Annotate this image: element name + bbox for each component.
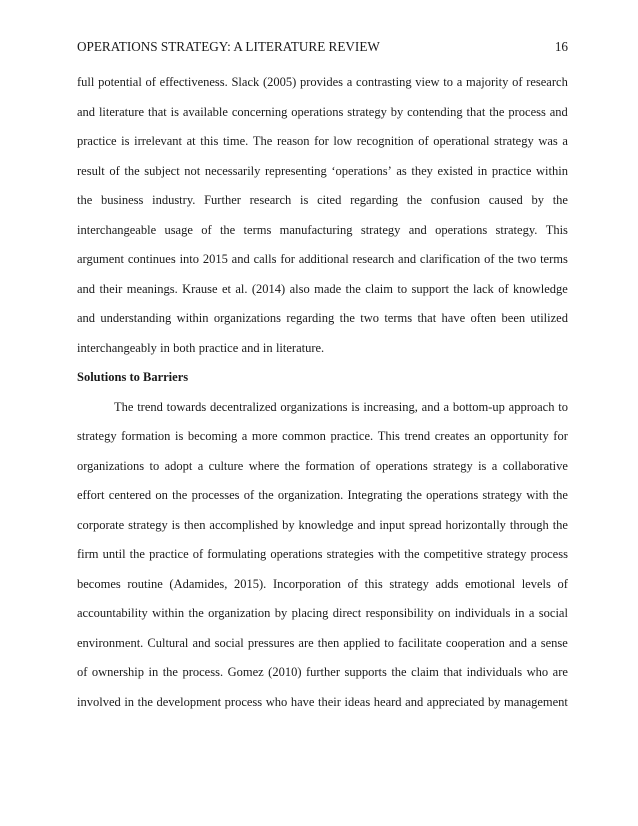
running-head — [77, 38, 568, 56]
text-line: of ownership in the process. Gomez (2010) further supports the claim that individuals who are — [77, 665, 568, 679]
text-line: strategy formation is becoming a more common practice. This trend creates an opportunity for — [77, 429, 568, 443]
text-line: The trend towards decentralized organizations is increasing, and a bottom-up approach to — [114, 399, 568, 414]
text-line: corporate strategy is then accomplished by knowledge and input spread horizontally through the — [77, 517, 568, 532]
text-line: and their meanings. Krause et al. (2014) also made the claim to support the lack of knowledge — [77, 281, 568, 296]
text-line: interchangeably in both practice and in literature. — [77, 340, 325, 355]
text-line: involved in the development process who have their ideas heard and appreciated by management — [77, 694, 568, 709]
text-line: and understanding within organizations regarding the two terms that have often been utilized — [77, 311, 568, 325]
text-line: accountability within the organization by placing direct responsibility on individuals in a social — [77, 606, 568, 620]
section-heading: Solutions to Barriers — [77, 370, 189, 384]
text-line: becomes routine (Adamides, 2015). Incorporation of this strategy adds emotional levels of — [77, 576, 568, 591]
text-line: environment. Cultural and social pressures are then applied to facilitate cooperation and a sense — [77, 635, 568, 650]
text-line: the business industry. Further research is cited regarding the confusion caused by the — [77, 193, 568, 207]
text-line: practice is irrelevant at this time. The reason for low recognition of operational strategy was a — [77, 134, 568, 148]
text-line: result of the subject not necessarily representing ‘operations’ as they existed in practice within — [77, 163, 568, 178]
text-line: and literature that is available concerning operations strategy by contending that the process and — [77, 104, 568, 119]
running-head-title: OPERATIONS STRATEGY: A LITERATURE REVIEW — [77, 39, 380, 54]
text-line: full potential of effectiveness. Slack (2005) provides a contrasting view to a majority of research — [77, 75, 568, 89]
text-line: effort centered on the processes of the organization. Integrating the operations strategy with the — [77, 488, 568, 502]
text-line: interchangeable usage of the terms manufacturing strategy and operations strategy. This — [77, 222, 568, 237]
paragraph-2 — [77, 398, 568, 723]
text-line: argument continues into 2015 and calls for additional research and clarification of the two terms — [77, 252, 568, 266]
text-line: firm until the practice of formulating operations strategies with the competitive strategy process — [77, 547, 568, 561]
body-text — [77, 73, 568, 722]
page-number: 16 — [554, 39, 568, 54]
text-line: organizations to adopt a culture where the formation of operations strategy is a collaborative — [77, 458, 568, 473]
paragraph-1 — [77, 73, 568, 368]
